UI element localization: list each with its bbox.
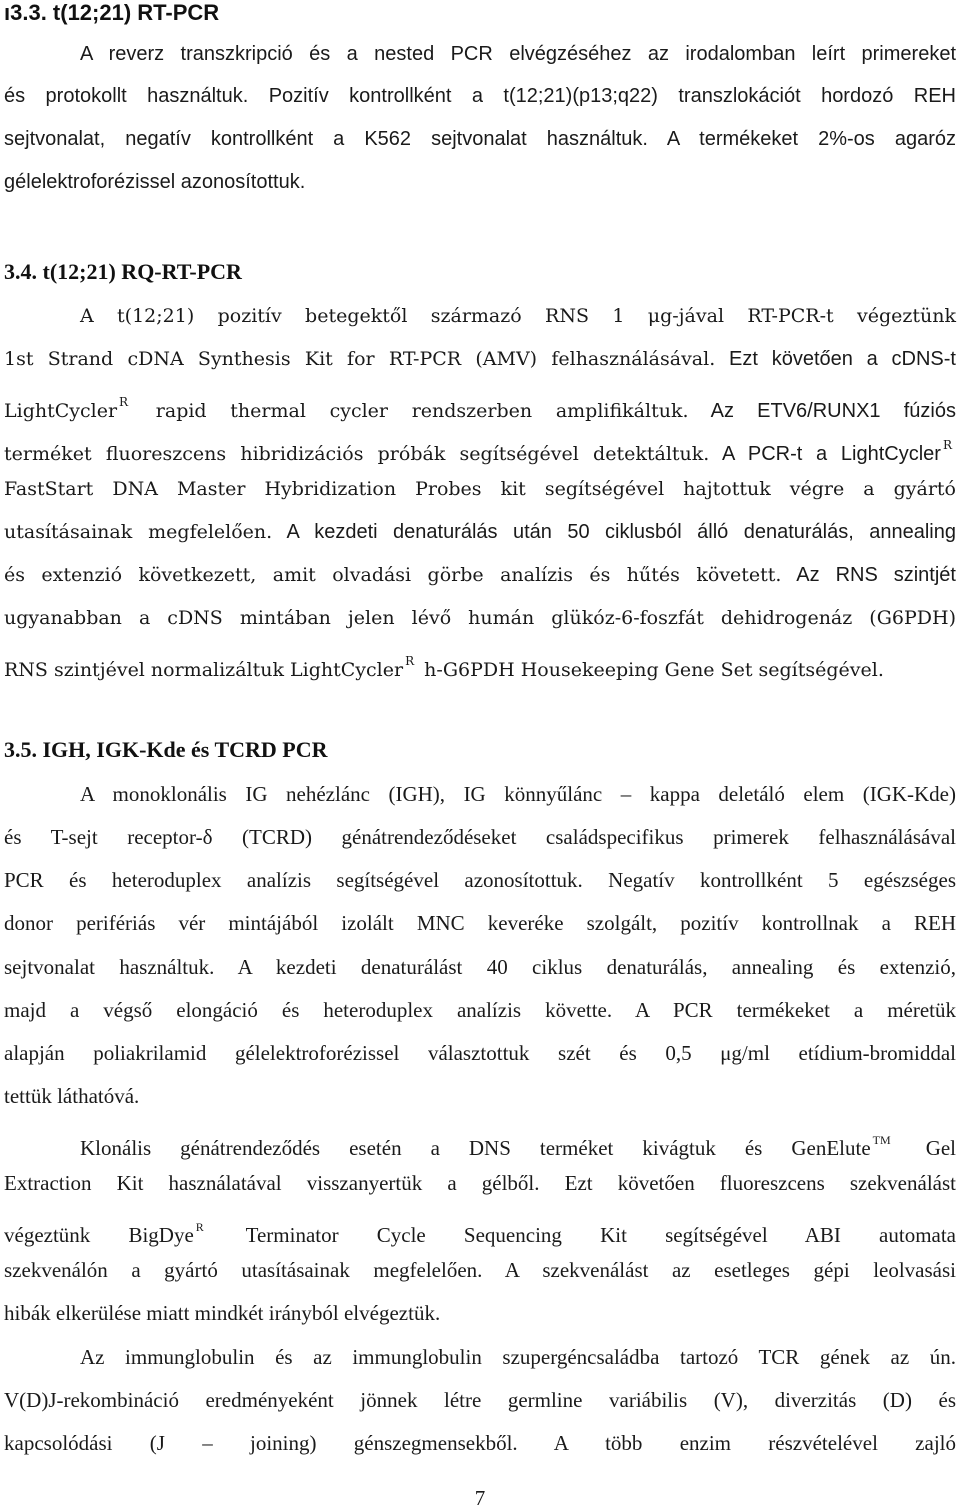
text-span: utasításainak megfelelően.	[4, 521, 273, 543]
registered-mark: R	[195, 1220, 204, 1234]
paragraph-line: hibák elkerülése miatt mindkét irányból elvégeztük.	[4, 1301, 441, 1325]
paragraph-line	[4, 1126, 957, 1160]
paragraph-line: sejtvonalat, negatív kontrollként a K562 sejtvonalat használtuk. A termékeket 2%-os agaróz	[4, 128, 956, 150]
paragraph-line: sejtvonalat használtuk. A kezdeti denaturálást 40 ciklus denaturálás, annealing és extenzió,	[4, 955, 956, 979]
paragraph-line: majd a végső elongáció és heteroduplex analízis követte. A PCR termékeket a méretük	[4, 998, 956, 1022]
paragraph-line: A monoklonális IG nehézlánc (IGH), IG könnyűlánc – kappa deletáló elem (IGK-Kde)	[80, 782, 956, 806]
paragraph-line: ugyanabban a cDNS mintában jelen lévő humán glükóz-6-foszfát dehidrogenáz (G6PDH)	[4, 607, 956, 629]
paragraph-line: donor perifériás vér mintájából izolált MNC keveréke szolgált, pozitív kontrollnak a REH	[4, 911, 956, 935]
text-span: Az ETV6/RUNX1 fúziós	[688, 400, 956, 422]
text-span: terméket fluoreszcens hibridizációs próbák segítségével detektáltuk.	[4, 443, 710, 465]
section-heading-3-3: ı3.3. t(12;21) RT-PCR	[4, 0, 220, 25]
section-heading-3-4: 3.4. t(12;21) RQ-RT-PCR	[4, 259, 242, 284]
section-heading-3-5: 3.5. IGH, IGK-Kde és TCRD PCR	[4, 737, 328, 762]
text-span: Terminator Cycle Sequencing Kit segítségével ABI automata	[245, 1223, 957, 1247]
paragraph-line: Extraction Kit használatával visszanyertük a gélből. Ezt követően fluoreszcens szekvenálást	[4, 1171, 956, 1195]
text-span: és extenzió következett, amit olvadási görbe analízis és hűtés követett.	[4, 564, 782, 586]
paragraph-line	[4, 518, 956, 546]
text-span: rapid thermal cycler rendszerben amplifikáltuk.	[155, 400, 689, 422]
paragraph-line: kapcsolódási (J – joining) génszegmensekből. A több enzim részvételével zajló	[4, 1431, 956, 1455]
text-span: h-G6PDH Housekeeping Gene Set segítségével.	[424, 659, 884, 681]
paragraph-line: Az immunglobulin és az immunglobulin szupergéncsaládba tartozó TCR gének az ún.	[80, 1345, 956, 1369]
paragraph-line: szekvenálón a gyártó utasításainak megfelelően. A szekvenálást az esetleges gépi leolvasási	[4, 1258, 956, 1282]
paragraph-line	[4, 388, 956, 422]
paragraph-line: alapján poliakrilamid gélelektroforézissel választottuk szét és 0,5 μg/ml etídium-bromiddal	[4, 1041, 956, 1065]
paragraph-line: V(D)J-rekombináció eredményeként jönnek létre germline variábilis (V), diverzitás (D) és	[4, 1388, 956, 1412]
text-span: Gel	[925, 1136, 957, 1160]
text-span: A PCR-t a LightCycler	[709, 443, 941, 465]
paragraph-line	[4, 431, 956, 465]
registered-mark: R	[405, 654, 415, 668]
paragraph-line: tettük láthatóvá.	[4, 1084, 140, 1108]
text-span: Klonális génátrendeződés esetén a DNS terméket kivágtuk és GenElute	[80, 1136, 871, 1160]
text-span: A kezdeti denaturálás után 50 ciklusból álló denaturálás, annealing	[272, 521, 956, 543]
text-span: LightCycler	[4, 400, 118, 422]
paragraph-line	[4, 345, 956, 373]
text-span: 1st Strand cDNA Synthesis Kit for RT-PCR (AMV) felhasználásával.	[4, 348, 716, 370]
page-number: 7	[474, 1486, 486, 1510]
text-span: RNS szintjével normalizáltuk LightCycler	[4, 659, 404, 681]
paragraph-line: FastStart DNA Master Hybridization Probes kit segítségével hajtottuk végre a gyártó	[4, 478, 956, 500]
paragraph-line: és T-sejt receptor-δ (TCRD) génátrendeződéseket családspecifikus primerek felhasználásával	[4, 825, 956, 849]
trademark-mark: TM	[872, 1133, 891, 1147]
paragraph-line: A t(12;21) pozitív betegektől származó RNS 1 μg-jával RT-PCR-t végeztünk	[80, 305, 956, 327]
paragraph-line	[4, 1213, 957, 1247]
registered-mark: R	[942, 438, 952, 452]
paragraph-line: gélelektroforézissel azonosítottuk.	[4, 171, 306, 193]
paragraph-line	[4, 561, 956, 589]
text-span: Ezt követően a cDNS-t	[715, 348, 956, 370]
text-span: végeztünk BigDye	[4, 1223, 194, 1247]
paragraph-line: PCR és heteroduplex analízis segítségével azonosítottuk. Negatív kontrollként 5 egészséges	[4, 868, 956, 892]
registered-mark: R	[119, 395, 129, 409]
paragraph-line: és protokollt használtuk. Pozitív kontrollként a t(12;21)(p13;q22) transzlokációt hordozó REH	[4, 85, 956, 107]
paragraph-line: A reverz transzkripció és a nested PCR elvégzéséhez az irodalomban leírt primereket	[80, 43, 956, 65]
text-span: Az RNS szintjét	[781, 564, 956, 586]
paragraph-line	[4, 647, 956, 681]
